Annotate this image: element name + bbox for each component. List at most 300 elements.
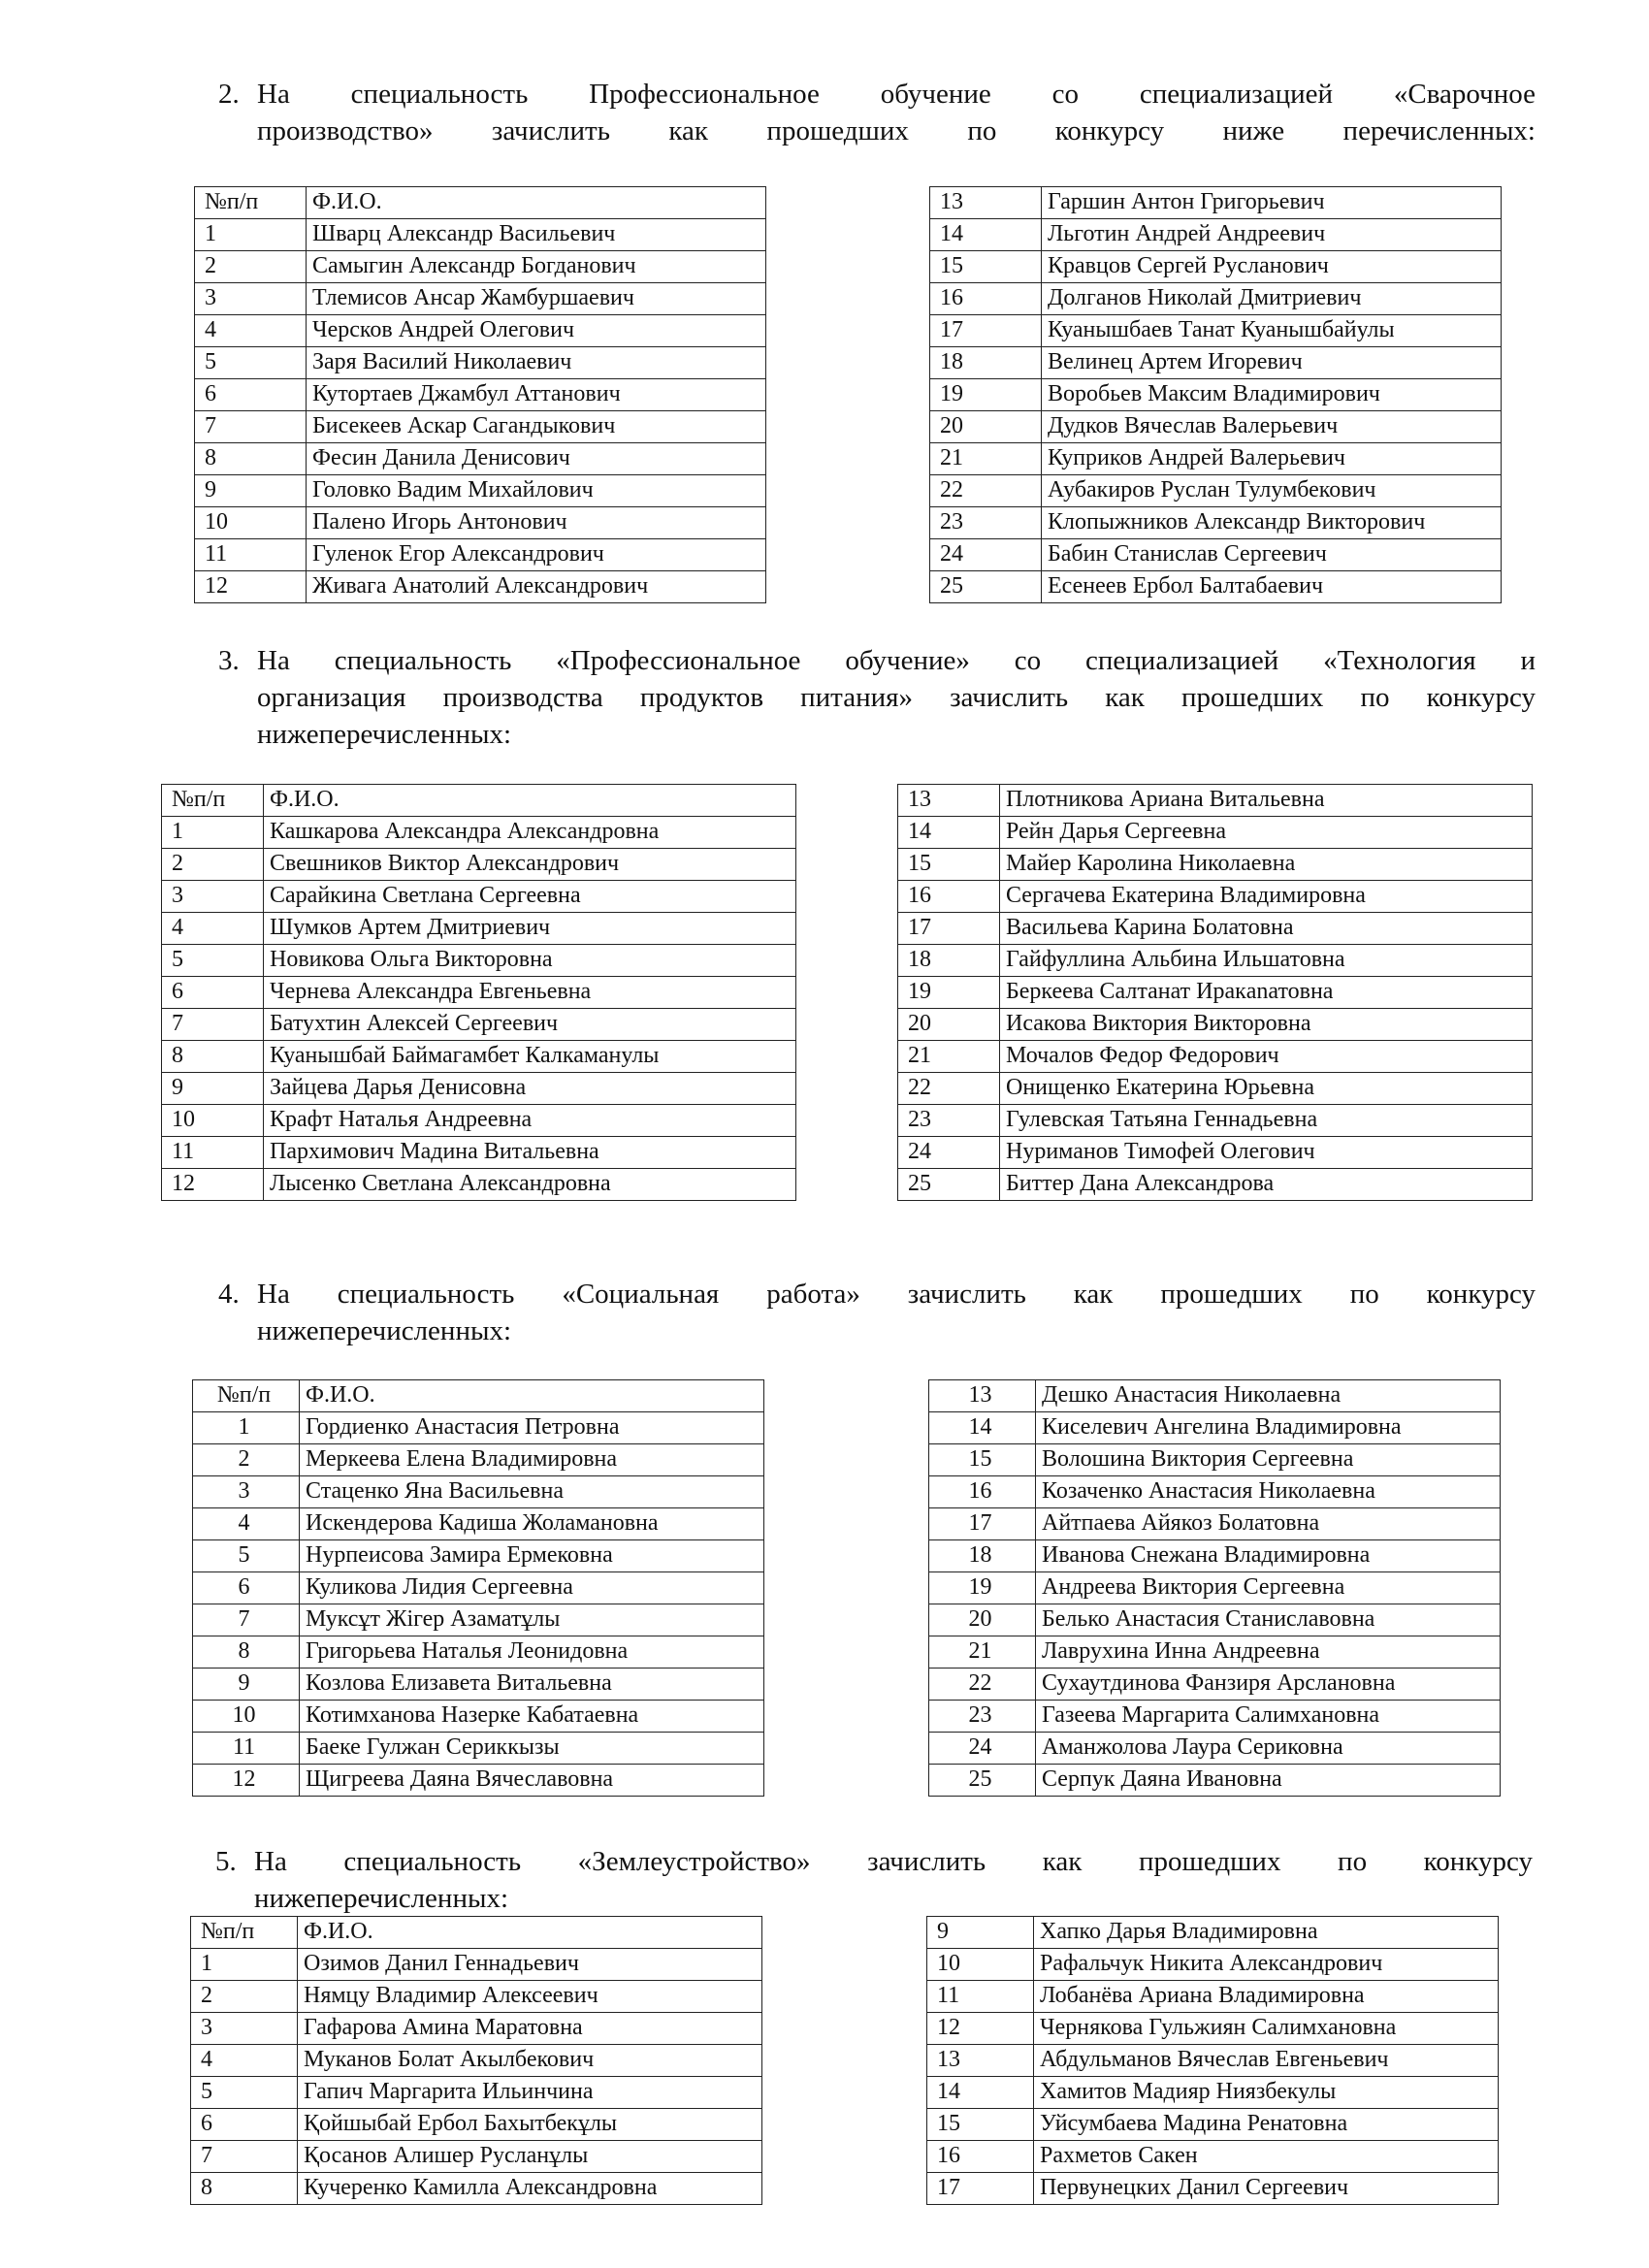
student-name: Кучеренко Камилла Александровна: [298, 2173, 762, 2205]
column-header-number: №п/п: [191, 1917, 298, 1949]
row-number: 22: [929, 1669, 1036, 1701]
row-number: 13: [898, 785, 1000, 817]
row-number: 2: [191, 1981, 298, 2013]
table-row: [193, 1765, 764, 1797]
table-row: [929, 1572, 1501, 1604]
table-header-row: [193, 1380, 764, 1412]
section-5-heading-last-line: нижеперечисленных:: [254, 1883, 509, 1914]
student-name: Григорьева Наталья Леонидовна: [300, 1636, 764, 1669]
student-name: Гаршин Антон Григорьевич: [1042, 187, 1502, 219]
table-row: [193, 1476, 764, 1508]
student-name: Беркеева Салтанат Иракanатовна: [1000, 977, 1533, 1009]
row-number: 13: [927, 2045, 1034, 2077]
table-row: [898, 849, 1533, 881]
table-row: [929, 1412, 1501, 1444]
column-header-number: №п/п: [193, 1380, 300, 1412]
section-text-line-1: На специальность Профессиональное обучение со специализацией «Сварочное: [257, 79, 1536, 110]
student-name: Онищенко Екатерина Юрьевна: [1000, 1073, 1533, 1105]
row-number: 19: [930, 379, 1042, 411]
table-row: [162, 913, 796, 945]
section-text-line-1: На специальность «Социальная работа» зачислить как прошедших по конкурсу: [257, 1279, 1536, 1310]
row-number: 8: [191, 2173, 298, 2205]
section-2-heading: [218, 76, 1536, 113]
row-number: 5: [162, 945, 264, 977]
student-name: Рейн Дарья Сергеевна: [1000, 817, 1533, 849]
student-name: Гайфуллина Альбина Ильшатовна: [1000, 945, 1533, 977]
table-row: [898, 1105, 1533, 1137]
row-number: 17: [898, 913, 1000, 945]
row-number: 19: [898, 977, 1000, 1009]
table-row: [930, 347, 1502, 379]
student-name: Исакова Виктория Викторовна: [1000, 1009, 1533, 1041]
student-name: Гордиенко Анастасия Петровна: [300, 1412, 764, 1444]
table-row: [930, 507, 1502, 539]
table-row: [195, 411, 766, 443]
student-name: Бабин Станислав Сергеевич: [1042, 539, 1502, 571]
table-row: [929, 1444, 1501, 1476]
section-3-heading-line-2: организация производства продуктов питания» зачислить как прошедших по конкурсу: [257, 682, 1536, 713]
student-name: Майер Каролина Николаевна: [1000, 849, 1533, 881]
table-row: [929, 1508, 1501, 1540]
row-number: 3: [195, 283, 307, 315]
student-name: Клопыжников Александр Викторович: [1042, 507, 1502, 539]
student-name: Кутортаев Джамбул Аттанович: [307, 379, 766, 411]
row-number: 4: [162, 913, 264, 945]
row-number: 2: [162, 849, 264, 881]
row-number: 5: [191, 2077, 298, 2109]
row-number: 24: [930, 539, 1042, 571]
table-row: [193, 1540, 764, 1572]
section-number: 3.: [218, 645, 240, 676]
table-row: [195, 507, 766, 539]
student-name: Хапко Дарья Владимировна: [1034, 1917, 1499, 1949]
table-row: [898, 977, 1533, 1009]
student-name: Рахметов Сакен: [1034, 2141, 1499, 2173]
row-number: 20: [929, 1604, 1036, 1636]
student-name: Гапич Маргарита Ильинчина: [298, 2077, 762, 2109]
section-number: 2.: [218, 79, 240, 110]
student-name: Долганов Николай Дмитриевич: [1042, 283, 1502, 315]
row-number: 22: [930, 475, 1042, 507]
student-name: Льготин Андрей Андреевич: [1042, 219, 1502, 251]
student-name: Батухтин Алексей Сергеевич: [264, 1009, 796, 1041]
table-row: [898, 1137, 1533, 1169]
table-row: [162, 1009, 796, 1041]
table-row: [930, 251, 1502, 283]
student-name: Живага Анатолий Александрович: [307, 571, 766, 603]
row-number: 16: [898, 881, 1000, 913]
table-row: [162, 849, 796, 881]
table-row: [193, 1669, 764, 1701]
row-number: 2: [195, 251, 307, 283]
table-row: [930, 283, 1502, 315]
section-3-heading-last-line: нижеперечисленных:: [257, 719, 512, 750]
row-number: 23: [898, 1105, 1000, 1137]
section-text-line-1: На специальность «Профессиональное обучение» со специализацией «Технология и: [257, 645, 1536, 676]
table-row: [927, 2141, 1499, 2173]
table-row: [930, 475, 1502, 507]
section-5-table-left: [190, 1916, 762, 2205]
row-number: 15: [927, 2109, 1034, 2141]
row-number: 10: [162, 1105, 264, 1137]
table-row: [927, 2013, 1499, 2045]
student-name: Бисекеев Аскар Сагандыкович: [307, 411, 766, 443]
row-number: 16: [927, 2141, 1034, 2173]
table-row: [191, 2109, 762, 2141]
row-number: 4: [191, 2045, 298, 2077]
table-row: [929, 1765, 1501, 1797]
table-row: [898, 1009, 1533, 1041]
table-row: [930, 379, 1502, 411]
table-row: [898, 945, 1533, 977]
row-number: 19: [929, 1572, 1036, 1604]
student-name: Заря Василий Николаевич: [307, 347, 766, 379]
column-header-name: Ф.И.О.: [307, 187, 766, 219]
student-name: Велинец Артем Игоревич: [1042, 347, 1502, 379]
student-name: Гулевская Татьяна Геннадьевна: [1000, 1105, 1533, 1137]
student-name: Васильева Карина Болатовна: [1000, 913, 1533, 945]
table-row: [930, 539, 1502, 571]
row-number: 10: [193, 1701, 300, 1733]
row-number: 5: [195, 347, 307, 379]
table-row: [195, 219, 766, 251]
row-number: 7: [162, 1009, 264, 1041]
table-row: [191, 2077, 762, 2109]
section-3-heading: [218, 642, 1536, 679]
row-number: 1: [162, 817, 264, 849]
student-name: Сергачева Екатерина Владимировна: [1000, 881, 1533, 913]
student-name: Козлова Елизавета Витальевна: [300, 1669, 764, 1701]
row-number: 18: [929, 1540, 1036, 1572]
row-number: 17: [927, 2173, 1034, 2205]
student-name: Козаченко Анастасия Николаевна: [1036, 1476, 1501, 1508]
row-number: 16: [930, 283, 1042, 315]
table-row: [193, 1572, 764, 1604]
row-number: 8: [162, 1041, 264, 1073]
table-row: [191, 2013, 762, 2045]
table-row: [193, 1604, 764, 1636]
table-row: [195, 539, 766, 571]
student-name: Айтпаева Айякоз Болатовна: [1036, 1508, 1501, 1540]
row-number: 6: [195, 379, 307, 411]
row-number: 16: [929, 1476, 1036, 1508]
section-4-heading-last-line: нижеперечисленных:: [257, 1315, 512, 1346]
table-row: [195, 571, 766, 603]
table-row: [191, 2045, 762, 2077]
table-row: [929, 1540, 1501, 1572]
table-row: [193, 1733, 764, 1765]
student-name: Киселевич Ангелина Владимировна: [1036, 1412, 1501, 1444]
student-name: Плотникова Ариана Витальевна: [1000, 785, 1533, 817]
row-number: 3: [191, 2013, 298, 2045]
student-name: Сарайкина Светлана Сергеевна: [264, 881, 796, 913]
table-row: [191, 1981, 762, 2013]
student-name: Волошина Виктория Сергеевна: [1036, 1444, 1501, 1476]
student-name: Меркеева Елена Владимировна: [300, 1444, 764, 1476]
student-name: Баеке Гулжан Сериккызы: [300, 1733, 764, 1765]
row-number: 7: [195, 411, 307, 443]
row-number: 13: [930, 187, 1042, 219]
student-name: Пархимович Мадина Витальевна: [264, 1137, 796, 1169]
student-name: Абдульманов Вячеслав Евгеньевич: [1034, 2045, 1499, 2077]
row-number: 10: [927, 1949, 1034, 1981]
table-row: [898, 881, 1533, 913]
student-name: Нурпеисова Замира Ермековна: [300, 1540, 764, 1572]
student-name: Кравцов Сергей Русланович: [1042, 251, 1502, 283]
row-number: 15: [929, 1444, 1036, 1476]
section-5-table-right: [926, 1916, 1499, 2205]
section-number: 4.: [218, 1279, 240, 1310]
table-row: [193, 1701, 764, 1733]
table-row: [898, 785, 1533, 817]
column-header-name: Ф.И.О.: [300, 1380, 764, 1412]
student-name: Крафт Наталья Андреевна: [264, 1105, 796, 1137]
student-name: Куликова Лидия Сергеевна: [300, 1572, 764, 1604]
row-number: 25: [930, 571, 1042, 603]
student-name: Фесин Данила Денисович: [307, 443, 766, 475]
row-number: 3: [193, 1476, 300, 1508]
table-row: [195, 347, 766, 379]
table-row: [927, 1949, 1499, 1981]
section-3-table-left: [161, 784, 796, 1201]
student-name: Головко Вадим Михайлович: [307, 475, 766, 507]
student-name: Гафарова Амина Маратовна: [298, 2013, 762, 2045]
column-header-number: №п/п: [162, 785, 264, 817]
student-name: Куанышбай Баймагамбет Калкаманулы: [264, 1041, 796, 1073]
table-row: [195, 475, 766, 507]
row-number: 18: [898, 945, 1000, 977]
student-name: Қосанов Алишер Русланұлы: [298, 2141, 762, 2173]
student-name: Қойшыбай Ербол Бахытбекұлы: [298, 2109, 762, 2141]
row-number: 10: [195, 507, 307, 539]
table-row: [929, 1476, 1501, 1508]
student-name: Андреева Виктория Сергеевна: [1036, 1572, 1501, 1604]
row-number: 23: [930, 507, 1042, 539]
row-number: 3: [162, 881, 264, 913]
section-4-heading: [218, 1276, 1536, 1312]
table-row: [898, 913, 1533, 945]
row-number: 14: [929, 1412, 1036, 1444]
row-number: 1: [195, 219, 307, 251]
student-name: Дешко Анастасия Николаевна: [1036, 1380, 1501, 1412]
row-number: 25: [898, 1169, 1000, 1201]
table-row: [162, 977, 796, 1009]
row-number: 8: [195, 443, 307, 475]
table-row: [929, 1669, 1501, 1701]
row-number: 17: [930, 315, 1042, 347]
row-number: 23: [929, 1701, 1036, 1733]
table-row: [162, 881, 796, 913]
row-number: 20: [930, 411, 1042, 443]
student-name: Шумков Артем Дмитриевич: [264, 913, 796, 945]
row-number: 6: [191, 2109, 298, 2141]
row-number: 6: [162, 977, 264, 1009]
table-header-row: [191, 1917, 762, 1949]
student-name: Биттер Дана Александрова: [1000, 1169, 1533, 1201]
student-name: Искендерова Кадиша Жоламановна: [300, 1508, 764, 1540]
row-number: 11: [162, 1137, 264, 1169]
section-5-heading: [215, 1843, 1533, 1880]
row-number: 12: [195, 571, 307, 603]
student-name: Шварц Александр Васильевич: [307, 219, 766, 251]
table-row: [193, 1636, 764, 1669]
student-name: Лысенко Светлана Александровна: [264, 1169, 796, 1201]
table-row: [929, 1380, 1501, 1412]
student-name: Лаврухина Инна Андреевна: [1036, 1636, 1501, 1669]
student-name: Чернева Александра Евгеньевна: [264, 977, 796, 1009]
table-row: [195, 315, 766, 347]
table-row: [927, 2077, 1499, 2109]
student-name: Аубакиров Руслан Тулумбекович: [1042, 475, 1502, 507]
row-number: 11: [193, 1733, 300, 1765]
table-row: [898, 817, 1533, 849]
student-name: Муканов Болат Акылбекович: [298, 2045, 762, 2077]
student-name: Воробьев Максим Владимирович: [1042, 379, 1502, 411]
student-name: Кашкарова Александра Александровна: [264, 817, 796, 849]
student-name: Тлемисов Ансар Жамбуршаевич: [307, 283, 766, 315]
table-row: [930, 187, 1502, 219]
student-name: Стаценко Яна Васильевна: [300, 1476, 764, 1508]
student-name: Палено Игорь Антонович: [307, 507, 766, 539]
table-row: [930, 219, 1502, 251]
student-name: Куприков Андрей Валерьевич: [1042, 443, 1502, 475]
student-name: Гуленок Егор Александрович: [307, 539, 766, 571]
row-number: 14: [898, 817, 1000, 849]
student-name: Есенеев Ербол Балтабаевич: [1042, 571, 1502, 603]
table-header-row: [162, 785, 796, 817]
student-name: Рафальчук Никита Александрович: [1034, 1949, 1499, 1981]
student-name: Хамитов Мадияр Ниязбекулы: [1034, 2077, 1499, 2109]
table-row: [191, 2173, 762, 2205]
table-row: [195, 379, 766, 411]
table-row: [929, 1636, 1501, 1669]
row-number: 20: [898, 1009, 1000, 1041]
student-name: Сухаутдинова Фанзиря Арслановна: [1036, 1669, 1501, 1701]
row-number: 4: [193, 1508, 300, 1540]
student-name: Дудков Вячеслав Валерьевич: [1042, 411, 1502, 443]
row-number: 4: [195, 315, 307, 347]
table-row: [162, 1169, 796, 1201]
student-name: Иванова Снежана Владимировна: [1036, 1540, 1501, 1572]
row-number: 13: [929, 1380, 1036, 1412]
row-number: 12: [162, 1169, 264, 1201]
section-2-heading-last-line: производство» зачислить как прошедших по конкурсу ниже перечисленных:: [257, 115, 1536, 146]
table-row: [930, 411, 1502, 443]
table-row: [927, 1917, 1499, 1949]
row-number: 17: [929, 1508, 1036, 1540]
table-row: [927, 1981, 1499, 2013]
row-number: 21: [929, 1636, 1036, 1669]
section-2-table-right: [929, 186, 1502, 603]
row-number: 9: [195, 475, 307, 507]
table-row: [191, 2141, 762, 2173]
table-header-row: [195, 187, 766, 219]
row-number: 11: [195, 539, 307, 571]
student-name: Уйсумбаева Мадина Ренатовна: [1034, 2109, 1499, 2141]
table-row: [162, 1137, 796, 1169]
section-4-table-right: [928, 1379, 1501, 1797]
table-row: [930, 571, 1502, 603]
student-name: Белько Анастасия Станиславовна: [1036, 1604, 1501, 1636]
student-name: Свешников Виктор Александрович: [264, 849, 796, 881]
student-name: Муксұт Жігер Азаматұлы: [300, 1604, 764, 1636]
table-row: [929, 1733, 1501, 1765]
section-4-table-left: [192, 1379, 764, 1797]
student-name: Нуриманов Тимофей Олегович: [1000, 1137, 1533, 1169]
table-row: [193, 1444, 764, 1476]
student-name: Новикова Ольга Викторовна: [264, 945, 796, 977]
row-number: 2: [193, 1444, 300, 1476]
table-row: [162, 945, 796, 977]
row-number: 8: [193, 1636, 300, 1669]
table-row: [195, 283, 766, 315]
row-number: 5: [193, 1540, 300, 1572]
column-header-name: Ф.И.О.: [298, 1917, 762, 1949]
table-row: [930, 315, 1502, 347]
table-row: [929, 1604, 1501, 1636]
row-number: 9: [162, 1073, 264, 1105]
row-number: 9: [193, 1669, 300, 1701]
section-text-line-1: На специальность «Землеустройство» зачислить как прошедших по конкурсу: [254, 1846, 1533, 1877]
student-name: Аманжолова Лаура Сериковна: [1036, 1733, 1501, 1765]
student-name: Черсков Андрей Олегович: [307, 315, 766, 347]
student-name: Лобанёва Ариана Владимировна: [1034, 1981, 1499, 2013]
row-number: 15: [898, 849, 1000, 881]
table-row: [191, 1949, 762, 1981]
row-number: 22: [898, 1073, 1000, 1105]
row-number: 21: [898, 1041, 1000, 1073]
row-number: 14: [927, 2077, 1034, 2109]
row-number: 18: [930, 347, 1042, 379]
column-header-number: №п/п: [195, 187, 307, 219]
row-number: 7: [193, 1604, 300, 1636]
student-name: Щигреева Даяна Вячеславовна: [300, 1765, 764, 1797]
table-row: [162, 1073, 796, 1105]
student-name: Первунецких Данил Сергеевич: [1034, 2173, 1499, 2205]
table-row: [898, 1169, 1533, 1201]
table-row: [927, 2045, 1499, 2077]
student-name: Чернякова Гульжиян Салимхановна: [1034, 2013, 1499, 2045]
table-row: [162, 817, 796, 849]
row-number: 21: [930, 443, 1042, 475]
row-number: 12: [927, 2013, 1034, 2045]
column-header-name: Ф.И.О.: [264, 785, 796, 817]
student-name: Мочалов Федор Федорович: [1000, 1041, 1533, 1073]
row-number: 12: [193, 1765, 300, 1797]
student-name: Нямцу Владимир Алексеевич: [298, 1981, 762, 2013]
row-number: 14: [930, 219, 1042, 251]
row-number: 11: [927, 1981, 1034, 2013]
row-number: 9: [927, 1917, 1034, 1949]
table-row: [929, 1701, 1501, 1733]
section-3-table-right: [897, 784, 1533, 1201]
row-number: 24: [898, 1137, 1000, 1169]
table-row: [195, 251, 766, 283]
table-row: [193, 1508, 764, 1540]
table-row: [898, 1073, 1533, 1105]
table-row: [162, 1041, 796, 1073]
student-name: Самыгин Александр Богданович: [307, 251, 766, 283]
section-2-table-left: [194, 186, 766, 603]
table-row: [193, 1412, 764, 1444]
table-row: [898, 1041, 1533, 1073]
student-name: Озимов Данил Геннадьевич: [298, 1949, 762, 1981]
row-number: 6: [193, 1572, 300, 1604]
row-number: 1: [191, 1949, 298, 1981]
section-number: 5.: [215, 1846, 237, 1877]
row-number: 24: [929, 1733, 1036, 1765]
row-number: 15: [930, 251, 1042, 283]
